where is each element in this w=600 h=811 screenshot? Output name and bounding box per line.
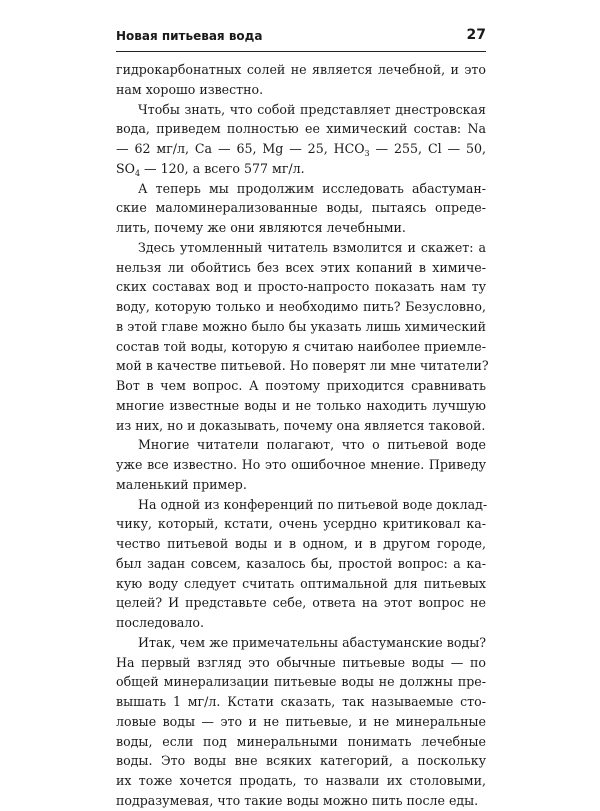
header-rule <box>116 51 486 52</box>
text-line: А теперь мы продолжим исследовать абастуман- <box>138 180 486 196</box>
text-line: целей? И представьте себе, ответа на этот вопрос не <box>116 595 486 611</box>
text-line: воды. Это воды вне всяких категорий, а поскольку <box>116 753 486 769</box>
text-line: уже все известно. Но это ошибочное мнение. Приведу <box>116 457 486 472</box>
text-line: подразумевая, что такие воды можно пить после еды. <box>116 792 479 808</box>
text-line: ские маломинерализованные воды, пытаясь опреде- <box>116 200 486 216</box>
text-line-formula <box>116 159 486 179</box>
body-text <box>116 60 489 811</box>
text-line: ских составах вод и просто-напросто показать нам ту <box>116 279 486 295</box>
text-line: их тоже хочется продать, то назвали их столовыми, <box>116 773 486 788</box>
page-number: 27 <box>466 27 486 43</box>
text-line: Итак, чем же примечательны абастуманские воды? <box>138 634 486 650</box>
text-line: лить, почему же они являются лечебными. <box>116 220 406 235</box>
text-line: воды, если под минеральными понимать лечебные <box>116 733 486 749</box>
text-line: вода, приведем полностью ее химический состав: Na <box>116 121 486 137</box>
text-line: Вот в чем вопрос. А поэтому приходится сравнивать <box>116 378 486 393</box>
page-header <box>116 27 486 49</box>
text-line: Здесь утомленный читатель взмолится и скажет: а <box>138 239 486 255</box>
text-line: На одной из конференций по питьевой воде доклад- <box>138 496 488 512</box>
text-line: нельзя ли обойтись без всех этих копаний в химиче- <box>116 259 486 275</box>
text-line: был задан совсем, казалось бы, простой вопрос: а ка- <box>116 555 486 571</box>
text-line: маленький пример. <box>116 476 247 492</box>
text-line: нам хорошо известно. <box>116 81 264 97</box>
formula-part: — 255, Cl — 50, <box>369 141 487 156</box>
text-line: из них, но и доказывать, почему она является таковой. <box>116 417 486 433</box>
text-line: в этой главе можно было бы указать лишь химический <box>116 318 486 334</box>
text-line: На первый взгляд это обычные питьевые воды — по <box>116 654 486 670</box>
text-line: кую воду следует считать оптимальной для питьевых <box>116 575 486 591</box>
text-line: состав той воды, которую я считаю наиболее приемле- <box>116 338 486 354</box>
subscript: 4 <box>134 168 141 178</box>
formula-part: — 62 мг/л, Ca — 65, Mg — 25, HCO <box>116 141 365 156</box>
text-line-formula <box>116 139 486 159</box>
formula-part: SO <box>116 160 135 176</box>
formula-part: — 120, а всего 577 мг/л. <box>140 160 305 176</box>
text-line: гидрокарбонатных солей не является лечебной, и это <box>116 62 486 77</box>
text-line: ловые воды — это и не питьевые, и не минеральные <box>116 713 486 729</box>
text-line: чество питьевой воды и в одном, и в другом городе, <box>116 536 486 551</box>
subscript: 3 <box>364 149 370 158</box>
text-line: последовало. <box>116 615 205 630</box>
text-line: воду, которую только и необходимо пить? Безусловно, <box>116 299 486 314</box>
text-line: Чтобы знать, что собой представляет днестровская <box>138 101 486 117</box>
text-line: Многие читатели полагают, что о питьевой воде <box>138 437 486 453</box>
text-line: вышать 1 мг/л. Кстати сказать, так называемые сто- <box>116 694 486 709</box>
running-title: Новая питьевая вода <box>116 29 263 43</box>
text-line: чику, который, кстати, очень усердно критиковал ка- <box>116 516 486 532</box>
text-line: общей минерализации питьевые воды не должны пре- <box>116 674 486 690</box>
text-line: многие известные воды и не только находить лучшую <box>116 397 486 413</box>
text-line: мой в качестве питьевой. Но поверят ли мне читатели? <box>116 358 489 374</box>
